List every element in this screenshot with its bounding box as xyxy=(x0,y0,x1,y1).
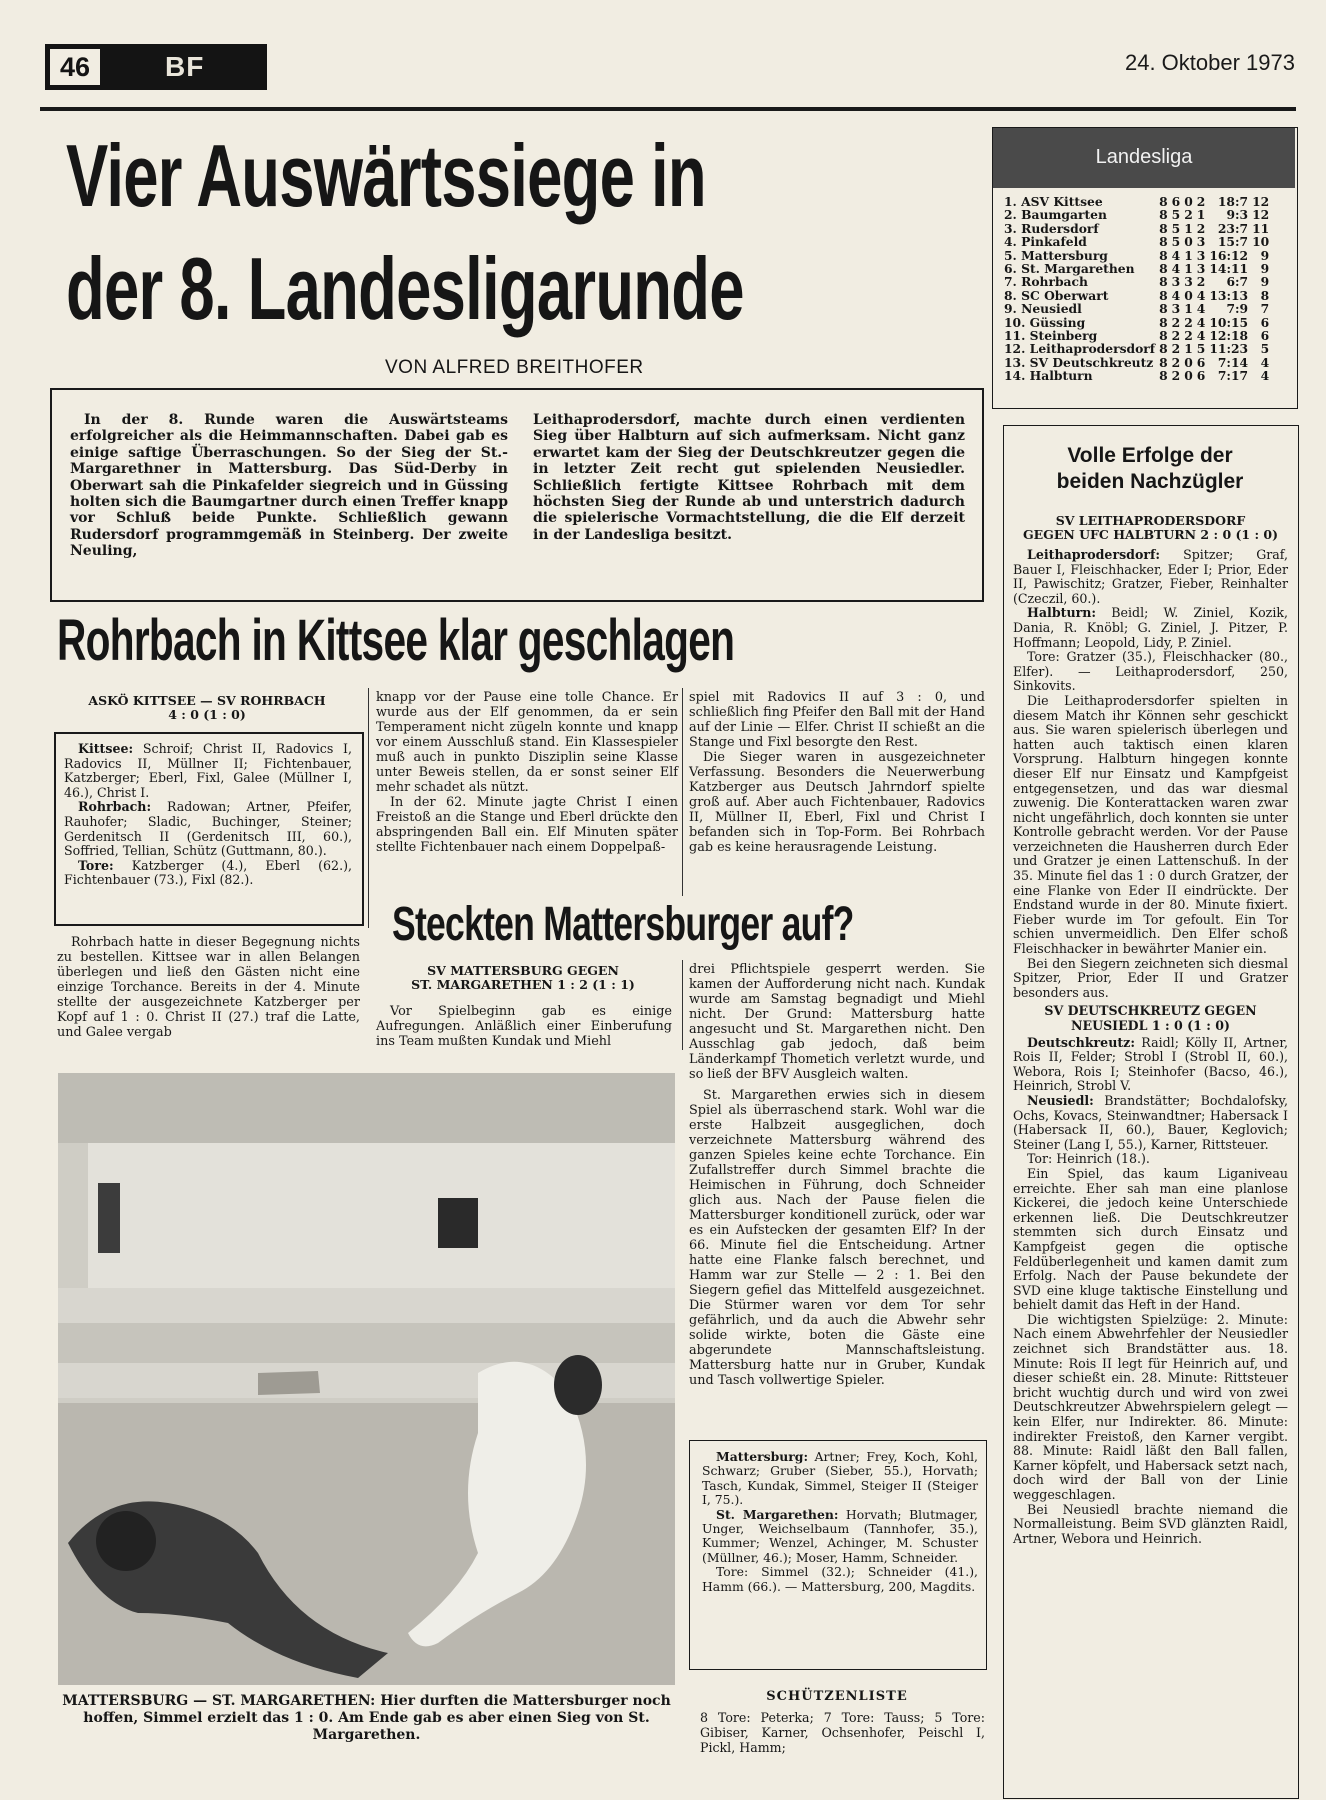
standings-cell-w: 4 xyxy=(1171,247,1181,263)
header-rule xyxy=(40,107,1296,111)
standings-cell-goals: 13:13 xyxy=(1209,287,1249,303)
standings-cell-w: 2 xyxy=(1171,314,1181,330)
kittsee-label: Kittsee: xyxy=(78,741,134,756)
standings-cell-pts: 9 xyxy=(1260,247,1270,263)
standings-cell-d: 1 xyxy=(1184,341,1193,357)
right-text1: Die Leithaprodersdorfer spielten in diesem Match ihr Können sehr geschickt aus. Sie waren spielerisch überlegen und hatten auch taktisch einen klaren Vorsprung. Halbturn hingegen konnte dieser Elf nur Einsatz und Kampfgeist entgegensetzen, und das war diesmal zuwenig. Die Konterattacken waren zwar nicht ungefährlich, doch konnten sie unter Kontrolle gebracht werden. Vor der Pause verzeichneten die Hausherren durch Eder und Gratzer je einen Lattenschuß. In der 35. Minute fiel das 1 : 0 durch Gratzer, der eine Flanke von Eder II eindrückte. Der Endstand wurde in der 80. Minute fixiert. Fieber wurde im Tor gefoult. Ein Tor schien unvermeidlich. Den Elfer schoß Fleischhacker in bewährter Manier ein. xyxy=(1013,692,1288,957)
mattersburg-match-line1: SV MATTERSBURG GEGEN xyxy=(427,963,619,978)
standings-row xyxy=(1002,369,1271,382)
kittsee-tore-label: Tore: xyxy=(78,857,114,873)
standings-cell-s: 8 xyxy=(1159,247,1168,263)
right-text4: Die wichtigsten Spielzüge: 2. Minute: Nach einem Abwehrfehler der Neusiedler zeichnet sich Brandstätter aus. 18. Minute: Rois II legt für Heinrich auf, und dieser schießt ein. 28. Minute: Rittsteuer bricht wuchtig durch und wird von zwei Deutschkreutzer Abwehrspielern gelegt — kein Elfer, nur Indirekter. 86. Minute: indirekter Freistoß, den Karner vergibt. 88. Minute: Raidl läßt den Ball fallen, Karner köpfelt, und Habersack setzt nach, doch wird der Ball von der Linie weggeschlagen. xyxy=(1013,1311,1288,1502)
lineup-dk: Raidl; Kölly II, Artner, Rois II, Felder; Strobl I (Strobl II, 60.), Webora, Rois I; Steinhofer (Bacso, 46.), Heinrich, Strobl V. xyxy=(1013,1034,1288,1094)
matt-lineup: Artner; Frey, Koch, Kohl, Schwarz; Gruber (Sieber, 55.), Horvath; Tasch, Kundak, Simmel, Steiger II (Steiger I, 75.). xyxy=(702,1449,978,1508)
standings-cell-pts: 11 xyxy=(1252,220,1270,236)
standings-cell-s: 8 xyxy=(1159,274,1168,290)
stm-label: St. Margarethen: xyxy=(716,1506,839,1522)
standings-row xyxy=(1002,249,1271,262)
main-headline-line1: Vier Auswärtssiege in xyxy=(66,126,706,225)
standings-cell-d: 0 xyxy=(1184,234,1193,250)
standings-cell-pts: 9 xyxy=(1260,274,1270,290)
standings-cell-s: 8 xyxy=(1159,261,1168,277)
page-number-text: 46 xyxy=(59,52,91,82)
standings-cell-s: 8 xyxy=(1159,194,1168,209)
right-text5: Bei Neusiedl brachte niemand die Normalleistung. Beim SVD glänzten Raidl, Artner, Webora und Heinrich. xyxy=(1013,1501,1288,1546)
standings-cell-w: 5 xyxy=(1171,220,1181,236)
standings-cell-s: 8 xyxy=(1159,314,1168,330)
standings-cell-pts: 9 xyxy=(1260,261,1270,277)
kittsee-match-line2: 4 : 0 (1 : 0) xyxy=(168,707,246,722)
byline: VON ALFRED BREITHOFER xyxy=(385,357,644,378)
match-photo xyxy=(58,1073,675,1685)
standings-cell-goals: 9:3 xyxy=(1226,207,1249,223)
right-tore1: Tore: Gratzer (35.), Fleischhacker (80., Elfer). — Leithaprodersdorf, 250, Sinkovits. xyxy=(1013,649,1288,694)
page-header xyxy=(45,44,1295,96)
rohrbach-label: Rohrbach: xyxy=(78,799,152,815)
standings-cell-team: 5. Mattersburg xyxy=(1004,247,1108,263)
standings-cell-l: 6 xyxy=(1196,368,1206,384)
mattersburg-col-b xyxy=(689,962,985,1388)
right-tore2: Tor: Heinrich (18.). xyxy=(1027,1151,1150,1167)
intro-left-text: In der 8. Runde waren die Auswärtsteams erfolgreicher als die Heimmannschaften. Dabei gab es einige saftige Überraschungen. So der Sieg der St.-Margarethner in Mattersburg. Das Süd-Derby in Oberwart sah die Pinkafelder siegreich und in Güssing holten sich die Baumgartner durch einen Treffer knapp vor Schluß beide Punkte. Schließlich gewann Rudersdorf programmgemäß in Steinberg. Der zweite Neuling, xyxy=(70,412,508,560)
standings-cell-d: 2 xyxy=(1184,314,1193,330)
standings-row xyxy=(1002,302,1271,315)
standings-cell-d: 1 xyxy=(1184,301,1193,317)
main-headline-line2: der 8. Landesligarunde xyxy=(66,239,744,338)
standings-cell-pts: 10 xyxy=(1252,234,1270,250)
kittsee-col3-p1: spiel mit Radovics II auf 3 : 0, und schließlich fing Pfeifer den Ball mit der Hand auf der Linie — Elfer. Christ II schießt an die Stange und Fixl besorgte den Rest. xyxy=(689,690,985,750)
standings-cell-d: 2 xyxy=(1184,328,1193,344)
standings-cell-s: 8 xyxy=(1159,207,1168,223)
standings-cell-goals: 7:14 xyxy=(1217,354,1249,370)
kittsee-col3 xyxy=(689,690,985,855)
standings-cell-l: 3 xyxy=(1196,247,1206,263)
kittsee-col2-p2: In der 62. Minute jagte Christ I einen Freistoß an die Stange und Eberl drückte den abspringenden Ball ein. Elf Minuten später stellte Fichtenbauer nach einem Doppelpaß- xyxy=(376,795,678,855)
lineup-dk-label: Deutschkreutz: xyxy=(1027,1034,1135,1050)
standings-cell-pts: 6 xyxy=(1260,314,1270,330)
right-text2: Bei den Siegern zeichneten sich diesmal Spitzer, Prior, Eder II und Gratzer besonders aus. xyxy=(1013,955,1288,1000)
standings-cell-team: 1. ASV Kittsee xyxy=(1004,194,1103,209)
right-match1-title xyxy=(1013,514,1288,542)
standings-cell-l: 2 xyxy=(1196,220,1206,236)
photo-caption: MATTERSBURG — ST. MARGARETHEN: Hier durften die Mattersburger noch hoffen, Simmel erzielt das 1 : 0. Am Ende gab es aber einen Sieg von St. Margarethen. xyxy=(62,1693,671,1743)
standings-cell-l: 4 xyxy=(1196,301,1206,317)
standings-cell-d: 1 xyxy=(1184,261,1193,277)
standings-cell-l: 1 xyxy=(1196,207,1206,223)
standings-cell-team: 9. Neusiedl xyxy=(1004,301,1082,317)
mattersburg-col-b-p1: drei Pflichtspiele gesperrt werden. Sie kamen der Aufforderung nicht nach. Kundak wurde am Samstag begnadigt und Miehl nicht. Der Grund: Mattersburg hatte angesucht und St. Margarethen nicht. Den Ausschlag gab jedoch, daß beim Länderkampf Thometich verletzt wurde, und so ließ der BFV Ausgleich walten. xyxy=(689,962,985,1082)
standings-cell-team: 4. Pinkafeld xyxy=(1004,234,1087,250)
standings-cell-l: 2 xyxy=(1196,194,1206,209)
kittsee-col1-text: Rohrbach hatte in dieser Begegnung nichts zu bestellen. Kittsee war in allen Belangen überlegen und ließ den Gästen nicht eine einzige Torchance. Bereits in der 4. Minute stellte der ausgezeichnete Katzberger per Kopf auf 1 : 0. Christ II (27.) traf die Latte, und Galee vergab xyxy=(57,935,360,1040)
right-match1-line2: GEGEN UFC HALBTURN 2 : 0 (1 : 0) xyxy=(1022,527,1279,542)
standings-cell-w: 2 xyxy=(1171,328,1181,344)
kittsee-lineup-text xyxy=(64,742,352,888)
standings-row xyxy=(1002,329,1271,342)
standings-row xyxy=(1002,235,1271,248)
mattersburg-lineup-text xyxy=(702,1450,978,1594)
section-label: BF xyxy=(165,51,205,82)
kittsee-col3-p2: Die Sieger waren in ausgezeichneter Verfassung. Besonders die Neuerwerbung Katzberger aus Deutsch Jahrndorf spielte groß auf. Aber auch Fichtenbauer, Radovics II, Müllner II, Eberl, Fixl und Christ I befanden sich in Top-Form. Bei Rohrbach gab es keine herausragende Leistung. xyxy=(689,750,985,855)
standings-cell-l: 3 xyxy=(1196,234,1206,250)
standings-row xyxy=(1002,289,1271,302)
standings-row xyxy=(1002,222,1271,235)
page-date: 24. Oktober 1973 xyxy=(1124,50,1295,75)
lineup-neu-label: Neusiedl: xyxy=(1027,1092,1094,1108)
column-rule xyxy=(682,960,683,1050)
standings-cell-pts: 12 xyxy=(1252,194,1270,209)
standings-cell-s: 8 xyxy=(1159,287,1168,303)
standings-cell-goals: 7:9 xyxy=(1226,301,1249,317)
stm-lineup: Horvath; Blutmager, Unger, Weichselbaum (Tannhofer, 35.), Kummer; Wenzel, Achinger, M. Schuster (Müllner, 46.); Moser, Hamm, Schneider. xyxy=(702,1506,978,1565)
standings-cell-goals: 15:7 xyxy=(1217,234,1249,250)
standings-cell-goals: 23:7 xyxy=(1217,220,1249,236)
standings-cell-d: 0 xyxy=(1184,354,1193,370)
standings-cell-d: 2 xyxy=(1184,207,1193,223)
standings-cell-team: 10. Güssing xyxy=(1004,314,1086,330)
standings-cell-pts: 5 xyxy=(1260,341,1270,357)
standings-cell-l: 4 xyxy=(1196,287,1206,303)
standings-cell-w: 6 xyxy=(1171,194,1181,209)
standings-cell-goals: 12:18 xyxy=(1209,328,1249,344)
standings-cell-pts: 7 xyxy=(1260,301,1270,317)
standings-cell-s: 8 xyxy=(1159,354,1168,370)
standings-cell-goals: 11:23 xyxy=(1209,341,1249,357)
standings-cell-pts: 4 xyxy=(1260,368,1270,384)
standings-cell-w: 3 xyxy=(1171,301,1181,317)
lineup-neu: Brandstätter; Bochdalofsky, Ochs, Kovacs, Steinwandtner; Habersack I (Habersack II, 60.), Bauer, Keglovich; Steiner (Lang I, 55.), Karner, Rittsteuer. xyxy=(1013,1092,1288,1152)
standings-cell-l: 5 xyxy=(1196,341,1206,357)
standings-cell-team: 14. Halbturn xyxy=(1004,368,1093,384)
standings-cell-pts: 4 xyxy=(1260,354,1270,370)
right-match2-line1: SV DEUTSCHKREUTZ GEGEN xyxy=(1044,1003,1257,1019)
standings-cell-s: 8 xyxy=(1159,328,1168,344)
standings-cell-pts: 8 xyxy=(1260,287,1270,303)
standings-cell-s: 8 xyxy=(1159,301,1168,317)
standings-cell-pts: 12 xyxy=(1252,207,1270,223)
schuetzen-text: 8 Tore: Peterka; 7 Tore: Tauss; 5 Tore: Gibiser, Karner, Ochsenhofer, Peischl I, Pickl, Hamm; xyxy=(700,1710,985,1755)
standings-cell-w: 5 xyxy=(1171,234,1181,250)
standings-row xyxy=(1002,208,1271,221)
kittsee-lineup: Schroif; Christ II, Radovics I, Radovics II, Müllner II; Fichtenbauer, Katzberger; Eberl, Fixl, Galee (Müllner I, 46.), Christ I. xyxy=(64,741,352,800)
standings-cell-w: 2 xyxy=(1171,341,1181,357)
standings-cell-l: 4 xyxy=(1196,328,1206,344)
standings-cell-w: 5 xyxy=(1171,207,1181,223)
standings-cell-l: 3 xyxy=(1196,261,1206,277)
right-match1-line1: SV LEITHAPRODERSDORF xyxy=(1055,513,1246,528)
mattersburg-match-line2: ST. MARGARETHEN 1 : 2 (1 : 1) xyxy=(411,977,635,992)
kittsee-tore: Katzberger (4.), Eberl (62.), Fichtenbauer (73.), Fixl (82.). xyxy=(64,857,352,888)
kittsee-col2-p1: knapp vor der Pause eine tolle Chance. Er wurde aus der Elf genommen, da er sein Temperament nicht zügeln konnte und knapp vor einem Ausschluß stand. Ein Klassespieler muß auch in punkto Disziplin seine Klasse unter Beweis stellen, da er sonst seiner Elf mehr schadet als nützt. xyxy=(376,690,678,795)
standings-cell-s: 8 xyxy=(1159,234,1168,250)
standings-cell-goals: 18:7 xyxy=(1217,194,1249,209)
kittsee-match-title xyxy=(57,694,357,722)
standings-cell-d: 1 xyxy=(1184,220,1193,236)
standings-cell-team: 3. Rudersdorf xyxy=(1004,220,1099,236)
lineup-halb-label: Halbturn: xyxy=(1027,605,1097,621)
rohrbach-lineup: Radowan; Artner, Pfeifer, Rauhofer; Sladic, Buchinger, Steiner; Gerdenitsch II (Gerdenitsch III, 60.), Soffried, Tellian, Schütz (Guttmann, 80.). xyxy=(64,799,352,859)
mattersburg-col-b-p2: St. Margarethen erwies sich in diesem Spiel als überraschend stark. Wohl war die erste Halbzeit ausgeglichen, doch verzeichnete Mattersburg während des ganzen Spieles keine echte Torchance. Ein Zufallstreffer durch Simmel brachte die Heimischen in Führung, doch Schneider glich aus. Nach der Pause fielen die Mattersburger konditionell zurück, oder war es ein Aufstecken der gesamten Elf? In der 66. Minute fiel die Entscheidung. Artner hatte eine Flanke falsch berechnet, und Hamm war zur Stelle — 2 : 1. Bei den Siegern gefiel das Mittelfeld ausgezeichnet. Die Stürmer waren vor dem Tor sehr gefährlich, und da auch die Abwehr sehr solide wirkte, boten die Gäste eine abgerundete Mannschaftsleistung. Mattersburg hatte nur in Gruber, Kundak und Tasch vollwertige Spieler. xyxy=(689,1088,985,1388)
standings-cell-d: 0 xyxy=(1184,287,1193,303)
standings-cell-goals: 10:15 xyxy=(1209,314,1249,330)
standings-cell-team: 6. St. Margarethen xyxy=(1004,261,1135,277)
standings-cell-team: 13. SV Deutschkreutz xyxy=(1004,354,1154,370)
standings-cell-team: 7. Rohrbach xyxy=(1004,274,1088,290)
mattersburg-headline: Steckten Mattersburger auf? xyxy=(392,898,854,951)
standings-cell-w: 2 xyxy=(1171,354,1181,370)
standings-cell-l: 6 xyxy=(1196,354,1206,370)
mattersburg-match-title xyxy=(378,964,668,992)
right-match2-title xyxy=(1013,1004,1288,1033)
right-text3: Ein Spiel, das kaum Liganiveau erreichte. Eher sah man eine planlose Kickerei, die jedoch keine Unterschiede erkennen ließ. Die Deutschkreutzer stemmten sich durch Einsatz und Kampfgeist gegen die optische Feldüberlegenheit und kamen damit zum Erfolg. Nach der Pause bekundete der SVD eine kluge taktische Einstellung und behielt damit das Heft in der Hand. xyxy=(1013,1165,1288,1313)
matt-tore: Tore: Simmel (32.); Schneider (41.), Hamm (66.). — Mattersburg, 200, Magdits. xyxy=(702,1564,978,1594)
standings-cell-pts: 6 xyxy=(1260,328,1270,344)
column-rule xyxy=(368,688,369,928)
standings-cell-w: 4 xyxy=(1171,287,1181,303)
right-block1 xyxy=(1013,548,1288,1546)
lineup-leitha: Spitzer; Graf, Bauer I, Fleischhacker, Eder I; Prior, Eder II, Pawischitz; Gratzer, Fieber, Reinhalter (Czeczil, 60.). xyxy=(1013,547,1288,606)
standings-cell-team: 12. Leithaprodersdorf xyxy=(1004,341,1156,357)
standings-row xyxy=(1002,356,1271,369)
standings-cell-w: 4 xyxy=(1171,261,1181,277)
standings-cell-team: 8. SC Oberwart xyxy=(1004,287,1109,303)
landesliga-title: Landesliga xyxy=(1095,146,1193,168)
lineup-leitha-label: Leithaprodersdorf: xyxy=(1027,547,1161,562)
standings-row xyxy=(1002,262,1271,275)
standings-cell-d: 3 xyxy=(1184,274,1193,290)
standings-cell-l: 4 xyxy=(1196,314,1206,330)
standings-cell-team: 2. Baumgarten xyxy=(1004,207,1107,223)
right-headline: Volle Erfolge der beiden Nachzügler xyxy=(1056,444,1244,493)
standings-row xyxy=(1002,342,1271,355)
standings-cell-goals: 6:7 xyxy=(1226,274,1249,290)
standings-cell-w: 2 xyxy=(1171,368,1181,384)
mattersburg-col-a: Vor Spielbeginn gab es einige Aufregungen. Anläßlich einer Einberufung ins Team mußten Kundak und Miehl xyxy=(376,1004,672,1049)
standings-row xyxy=(1002,275,1271,288)
column-rule xyxy=(682,688,683,896)
standings-cell-w: 3 xyxy=(1171,274,1181,290)
standings-cell-d: 1 xyxy=(1184,247,1193,263)
standings-cell-d: 0 xyxy=(1184,368,1193,384)
standings-cell-d: 0 xyxy=(1184,194,1193,209)
standings-row xyxy=(1002,195,1271,208)
standings-cell-goals: 7:17 xyxy=(1217,368,1249,384)
lineup-halb: Beidl; W. Ziniel, Kozik, Dania, R. Knöbl; G. Ziniel, J. Pitzer, P. Hoffmann; Leopold, Lidy, P. Ziniel. xyxy=(1013,605,1288,650)
schuetzen-title: SCHÜTZENLISTE xyxy=(766,1689,908,1704)
standings-row xyxy=(1002,316,1271,329)
standings-cell-s: 8 xyxy=(1159,341,1168,357)
kittsee-match-line1: ASKÖ KITTSEE — SV ROHRBACH xyxy=(88,693,326,708)
standings-cell-team: 11. Steinberg xyxy=(1004,328,1098,344)
landesliga-table xyxy=(1002,195,1271,383)
standings-cell-s: 8 xyxy=(1159,220,1168,236)
standings-cell-s: 8 xyxy=(1159,368,1168,384)
kittsee-col2 xyxy=(376,690,678,855)
standings-cell-goals: 16:12 xyxy=(1209,247,1249,263)
matt-label: Mattersburg: xyxy=(716,1449,809,1464)
right-match2-line2: NEUSIEDL 1 : 0 (1 : 0) xyxy=(1070,1018,1231,1033)
intro-right-text: Leithaprodersdorf, machte durch einen verdienten Sieg über Halbturn auf sich aufmerksam. Nicht ganz erwartet kam der Sieg der Deutschkreutzer gegen die in letzter Zeit recht gut spielenden Neusiedler. Schließlich fertigte Kittsee Rohrbach mit dem höchsten Sieg der Runde ab und unterstrich dadurch die spielerische Vormachtstellung, die die Elf derzeit in der Landesliga besitzt. xyxy=(533,412,965,543)
standings-cell-l: 2 xyxy=(1196,274,1206,290)
standings-cell-goals: 14:11 xyxy=(1209,261,1249,277)
kittsee-headline: Rohrbach in Kittsee klar geschlagen xyxy=(57,608,735,673)
